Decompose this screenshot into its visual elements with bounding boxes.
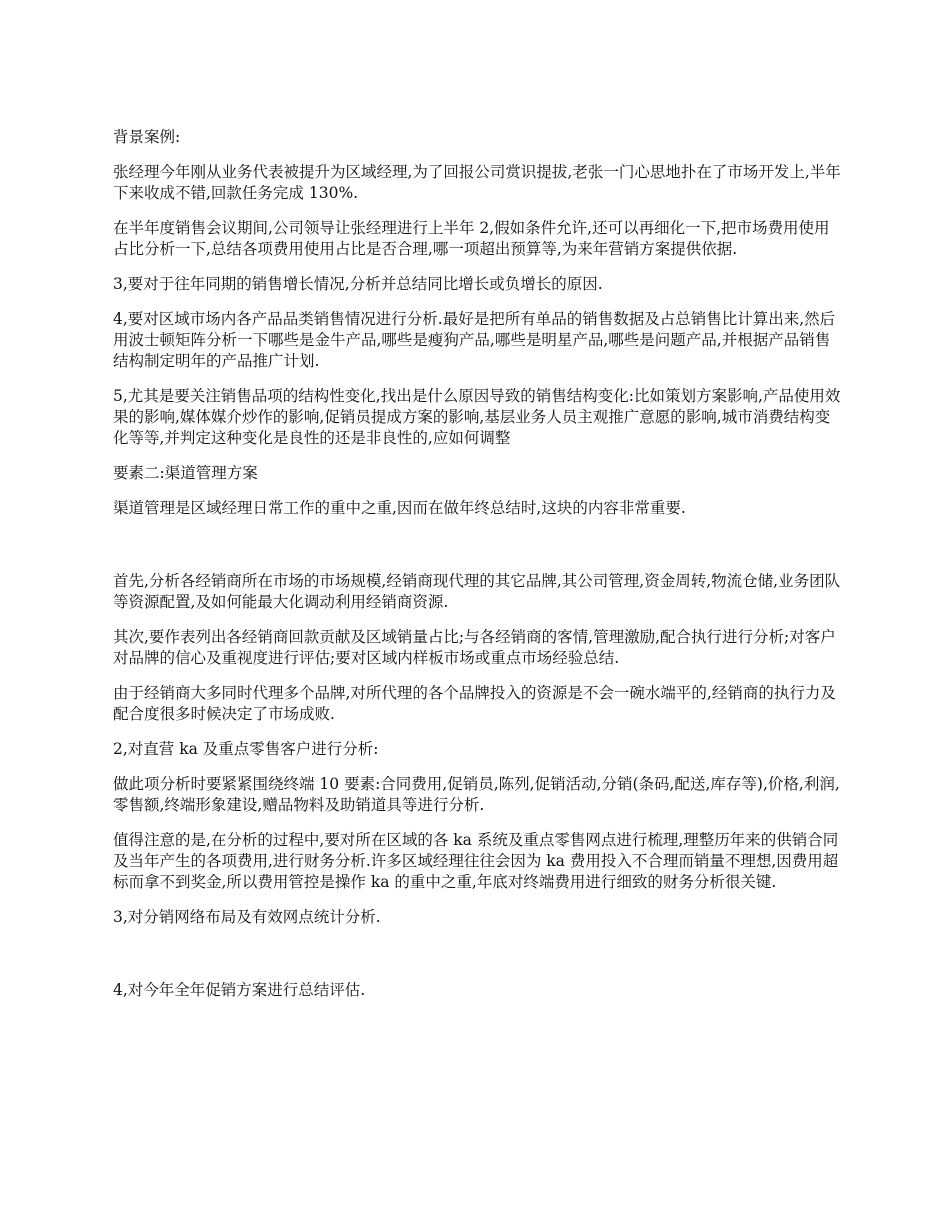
paragraph-ka-heading: 2,对直营 ka 及重点零售客户进行分析: — [113, 740, 379, 758]
document-page — [113, 127, 843, 1015]
blank-spacer — [113, 942, 843, 980]
section-heading-channel: 要素二:渠道管理方案 — [113, 464, 258, 482]
paragraph-point-3: 3,要对于往年同期的销售增长情况,分析并总结同比增长或负增长的原因. — [113, 275, 603, 293]
paragraph-distribution: 3,对分销网络布局及有效网点统计分析. — [113, 908, 381, 926]
paragraph-ka-analysis: 值得注意的是,在分析的过程中,要对所在区域的各 ka 系统及重点零售网点进行梳理,理整历年来的供销合同及当年产生的各项费用,进行财务分析.许多区域经理往往会因为 ka 费用投入不合理而销量不理想,因费用超标而拿不到奖金,所以费用管控是操作 ka 的重中之重,年底对终端费用进行细致的财务分析很关键. — [113, 831, 839, 891]
paragraph-promotion: 4,对今年全年促销方案进行总结评估. — [113, 981, 366, 999]
paragraph-second: 其次,要作表列出各经销商回款贡献及区域销量占比;与各经销商的客情,管理激励,配合执行进行分析;对客户对品牌的信心及重视度进行评估;要对区域内样板市场或重点市场经验总结. — [113, 628, 836, 667]
paragraph-terminal-elements: 做此项分析时要紧紧围绕终端 10 要素:合同费用,促销员,陈列,促销活动,分销(条码,配送,库存等),价格,利润,零售额,终端形象建设,赠品物料及助销道具等进行分析. — [113, 775, 840, 814]
paragraph-meeting: 在半年度销售会议期间,公司领导让张经理进行上半年 2,假如条件允许,还可以再细化一下,把市场费用使用占比分析一下,总结各项费用使用占比是否合理,哪一项超出预算等,为来年营销方案提供依据. — [113, 219, 830, 258]
paragraph-channel-intro: 渠道管理是区域经理日常工作的重中之重,因而在做年终总结时,这块的内容非常重要. — [113, 499, 686, 517]
paragraph-point-4: 4,要对区域市场内各产品品类销售情况进行分析.最好是把所有单品的销售数据及占总销售比计算出来,然后用波士顿矩阵分析一下哪些是金牛产品,哪些是瘦狗产品,哪些是明星产品,哪些是问题产品,并根据产品销售结构制定明年的产品推广计划. — [113, 310, 836, 370]
paragraph-dealers: 由于经销商大多同时代理多个品牌,对所代理的各个品牌投入的资源是不会一碗水端平的,经销商的执行力及配合度很多时候决定了市场成败. — [113, 684, 836, 723]
paragraph-background-heading: 背景案例: — [113, 128, 181, 146]
blank-spacer — [113, 533, 843, 571]
paragraph-intro: 张经理今年刚从业务代表被提升为区域经理,为了回报公司赏识提拔,老张一门心思地扑在了市场开发上,半年下来收成不错,回款任务完成 130%. — [113, 163, 841, 202]
paragraph-first: 首先,分析各经销商所在市场的市场规模,经销商现代理的其它品牌,其公司管理,资金周转,物流仓储,业务团队等资源配置,及如何能最大化调动利用经销商资源. — [113, 572, 841, 611]
paragraph-point-5: 5,尤其是要关注销售品项的结构性变化,找出是什么原因导致的销售结构变化:比如策划方案影响,产品使用效果的影响,媒体媒介炒作的影响,促销员提成方案的影响,基层业务人员主观推广意愿的影响,城市消费结构变化等等,并判定这种变化是良性的还是非良性的,应如何调整 — [113, 387, 841, 447]
